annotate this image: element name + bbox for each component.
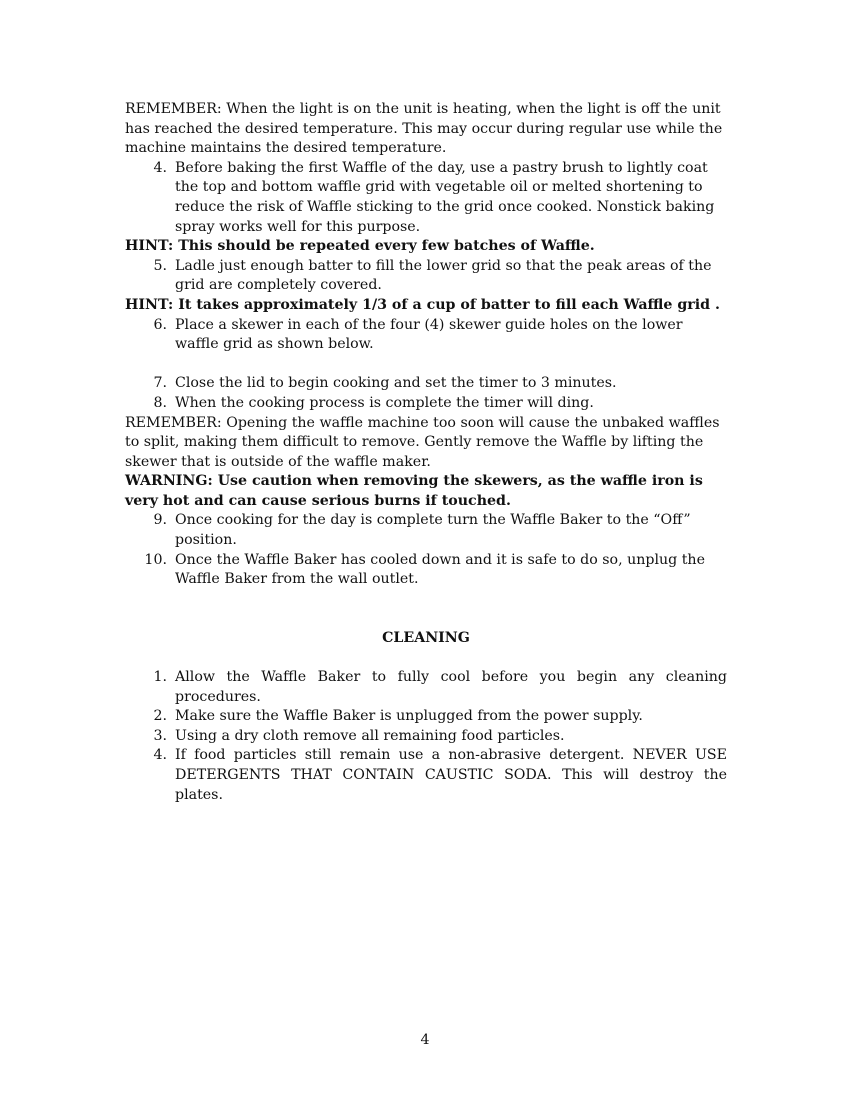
- list-item-text: Using a dry cloth remove all remaining food particles.: [175, 727, 565, 744]
- hint-batter-amount: HINT: It takes approximately 1/3 of a cup of batter to fill each Waffle grid .: [125, 296, 720, 313]
- list-item-text: Once cooking for the day is complete turn the Waffle Baker to the “Off” position.: [175, 512, 691, 549]
- document-page: [125, 100, 727, 805]
- hint-repeat: HINT: This should be repeated every few batches of Waffle.: [125, 238, 595, 255]
- list-item: [125, 746, 727, 805]
- list-item-text: Once the Waffle Baker has cooled down and it is safe to do so, unplug the Waffle Baker from the wall outlet.: [175, 551, 705, 588]
- list-item-number: 10.: [144, 551, 167, 568]
- list-item-number: 8.: [153, 394, 167, 411]
- warning-skewers: WARNING: Use caution when removing the skewers, as the waffle iron is very hot and can cause serious burns if touched.: [125, 473, 703, 509]
- spacer: [125, 648, 727, 668]
- instruction-list-c: [125, 316, 727, 355]
- list-item-text: Place a skewer in each of the four (4) skewer guide holes on the lower waffle grid as shown below.: [175, 316, 683, 353]
- page-number: 4: [420, 1032, 430, 1048]
- list-item-text: Make sure the Waffle Baker is unplugged from the power supply.: [175, 708, 643, 725]
- list-item-number: 3.: [153, 727, 167, 744]
- list-item: [125, 374, 727, 394]
- list-item: [125, 668, 727, 707]
- instruction-list-a: [125, 159, 727, 237]
- list-item-text: Before baking the first Waffle of the day, use a pastry brush to lightly coat the top and bottom waffle grid with vegetable oil or melted shortening to reduce the risk of Waffle sticking to the grid once cooked. Nonstick baking spray works well for this purpose.: [175, 159, 715, 235]
- list-item-number: 6.: [153, 316, 167, 333]
- list-item: [125, 511, 727, 550]
- list-item-number: 4.: [153, 747, 167, 764]
- remember-note-light: REMEMBER: When the light is on the unit is heating, when the light is off the unit has reached the desired temperature. This may occur during regular use while the machine maintains the desired temperature.: [125, 101, 723, 157]
- spacer: [125, 355, 727, 375]
- list-item-number: 5.: [153, 257, 167, 274]
- list-item-number: 4.: [153, 159, 167, 176]
- list-item-text: Allow the Waffle Baker to fully cool before you begin any cleaning procedures.: [175, 669, 727, 705]
- list-item-number: 1.: [153, 669, 167, 686]
- list-item-text: Close the lid to begin cooking and set the timer to 3 minutes.: [175, 375, 617, 392]
- list-item-number: 9.: [153, 512, 167, 529]
- list-item-number: 7.: [153, 375, 167, 392]
- list-item: [125, 727, 727, 747]
- list-item: [125, 257, 727, 296]
- cleaning-list: [125, 668, 727, 805]
- list-item-text: If food particles still remain use a non-abrasive detergent. NEVER USE DETERGENTS THAT CONTAIN CAUSTIC SODA. This will destroy the plates.: [175, 747, 727, 803]
- list-item-text: Ladle just enough batter to fill the lower grid so that the peak areas of the grid are completely covered.: [175, 257, 712, 294]
- cleaning-heading: CLEANING: [382, 629, 470, 646]
- list-item: [125, 551, 727, 590]
- instruction-list-e: [125, 511, 727, 589]
- list-item-text: When the cooking process is complete the timer will ding.: [175, 394, 594, 411]
- list-item: [125, 316, 727, 355]
- instruction-list-d: [125, 374, 727, 413]
- instruction-list-b: [125, 257, 727, 296]
- list-item-number: 2.: [153, 708, 167, 725]
- remember-note-opening: REMEMBER: Opening the waffle machine too soon will cause the unbaked waffles to split, making them difficult to remove. Gently remove the Waffle by lifting the skewer that is outside of the waffle maker.: [125, 414, 720, 470]
- list-item: [125, 707, 727, 727]
- list-item: [125, 394, 727, 414]
- list-item: [125, 159, 727, 237]
- spacer: [125, 590, 727, 629]
